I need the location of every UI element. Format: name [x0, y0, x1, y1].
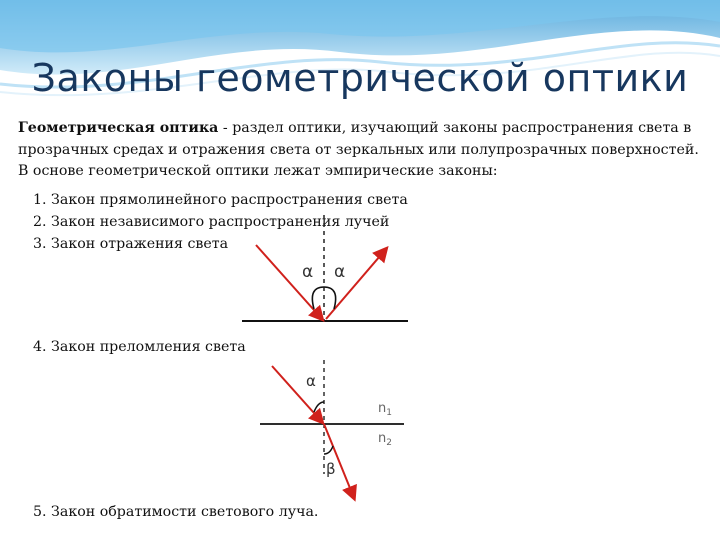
angle-arc-reflected	[324, 287, 336, 309]
intro-text: - раздел оптики, изучающий законы распространения света в прозрачных средах и отражения света от зеркальных или полупрозрачных поверхностей. В основе геометрической оптики лежат эмпирические законы:	[18, 120, 699, 179]
angle-alpha: α	[306, 372, 316, 390]
incident-ray	[256, 245, 322, 319]
medium-1-label: $n_1$	[378, 401, 392, 418]
angle-arc-incident	[312, 287, 324, 309]
intro-paragraph	[18, 118, 708, 183]
angle-beta: β	[326, 460, 336, 478]
law-item-3: 3. Закон отражения света	[33, 236, 229, 252]
intro-term: Геометрическая оптика	[18, 120, 219, 136]
angle-alpha-incident: α	[302, 262, 314, 282]
law-item-2: 2. Закон независимого распространения лучей	[33, 214, 390, 230]
medium-2-label: $n_2$	[378, 431, 392, 448]
law-item-5: 5. Закон обратимости светового луча.	[33, 504, 319, 520]
angle-arc-refracted	[324, 446, 333, 454]
law-item-4: 4. Закон преломления света	[33, 339, 246, 355]
angle-arc-incident	[314, 402, 324, 412]
reflected-ray	[326, 249, 386, 319]
angle-alpha-reflected: α	[334, 262, 346, 282]
slide-title: Законы геометрической оптики	[31, 56, 689, 100]
refraction-diagram	[258, 356, 408, 502]
reflection-diagram	[238, 205, 418, 330]
law-item-1: 1. Закон прямолинейного распространения света	[33, 192, 408, 208]
